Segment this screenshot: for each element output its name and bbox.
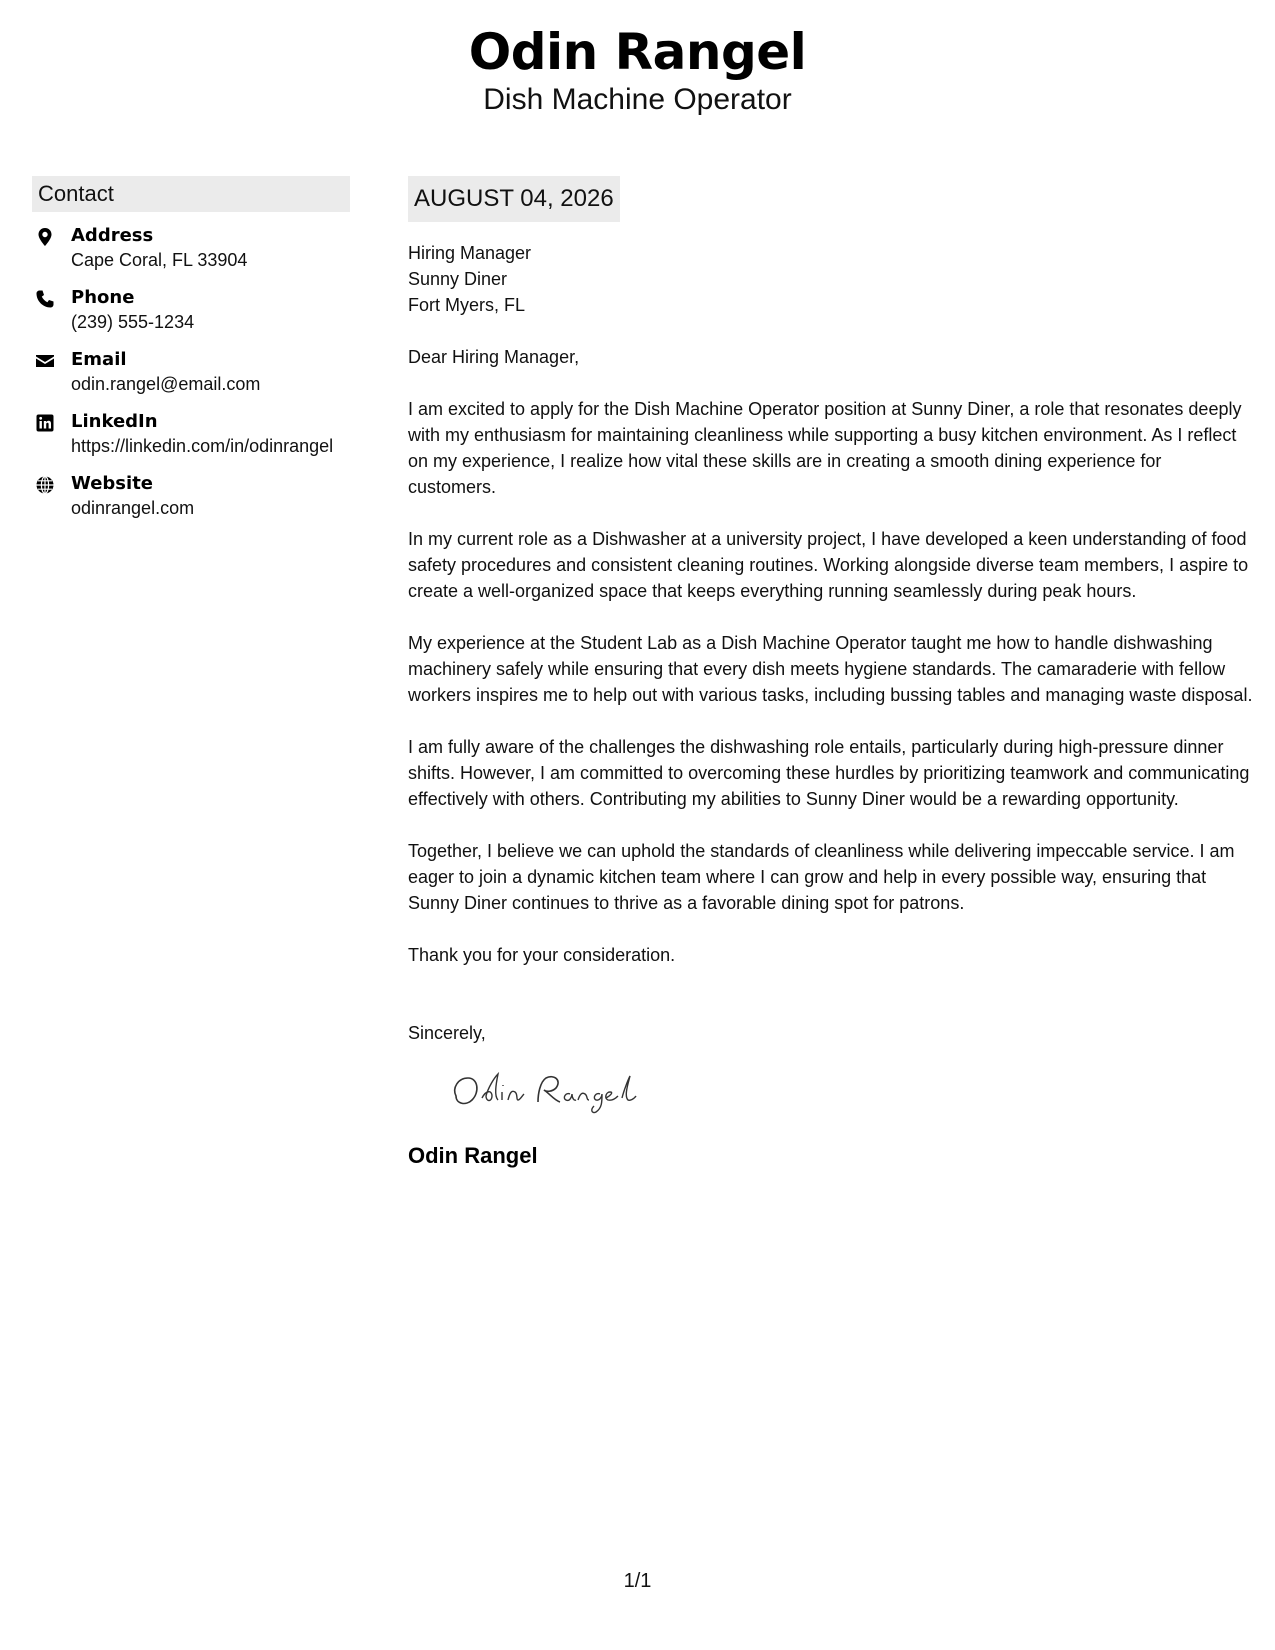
contact-sidebar bbox=[32, 176, 350, 534]
contact-email bbox=[32, 348, 350, 396]
globe-icon bbox=[35, 475, 55, 495]
page-number: 1/1 bbox=[623, 1570, 652, 1592]
closing-thanks: Thank you for your consideration. bbox=[408, 945, 676, 965]
envelope-icon bbox=[35, 351, 55, 371]
letter-paragraph: I am fully aware of the challenges the dishwashing role entails, particularly during high-pressure dinner shifts. However, I am committed to overcoming these hurdles by prioritizing teamwork and communicating effectively with others. Contributing my abilities to Sunny Diner would be a rewarding opportunity. bbox=[408, 737, 1250, 809]
contact-value: Cape Coral, FL 33904 bbox=[71, 250, 248, 270]
contact-phone bbox=[32, 286, 350, 334]
contact-value: odin.rangel@email.com bbox=[71, 374, 261, 394]
letter-paragraph: I am excited to apply for the Dish Machine Operator position at Sunny Diner, a role that resonates deeply with my enthusiasm for maintaining cleanliness while supporting a busy kitchen environment. As I reflect on my experience, I realize how vital these skills are in creating a smooth dining experience for customers. bbox=[408, 399, 1242, 497]
linkedin-icon bbox=[35, 413, 55, 433]
applicant-name: Odin Rangel bbox=[468, 23, 807, 81]
recipient-block bbox=[408, 240, 1253, 318]
phone-icon bbox=[35, 289, 55, 309]
contact-heading: Contact bbox=[32, 176, 350, 212]
contact-list bbox=[32, 224, 350, 520]
letter-paragraph: My experience at the Student Lab as a Dish Machine Operator taught me how to handle dishwashing machinery safely while ensuring that every dish meets hygiene standards. The camaraderie with fellow workers inspires me to help out with various tasks, including bussing tables and managing waste disposal. bbox=[408, 633, 1253, 705]
handwritten-signature bbox=[442, 1066, 642, 1118]
contact-label: Website bbox=[71, 473, 154, 494]
letter-paragraph: In my current role as a Dishwasher at a university project, I have developed a keen understanding of food safety procedures and consistent cleaning routines. Working alongside diverse team members, I aspire to create a well-organized space that keeps everything running seamlessly during peak hours. bbox=[408, 529, 1249, 601]
recipient-line: Sunny Diner bbox=[408, 269, 508, 289]
contact-address bbox=[32, 224, 350, 272]
signoff: Sincerely, bbox=[408, 1023, 486, 1043]
recipient-line: Fort Myers, FL bbox=[408, 295, 526, 315]
salutation: Dear Hiring Manager, bbox=[408, 347, 580, 367]
contact-label: Address bbox=[71, 225, 154, 246]
recipient-line: Hiring Manager bbox=[408, 243, 532, 263]
contact-label: Phone bbox=[71, 287, 135, 308]
contact-linkedin bbox=[32, 410, 350, 458]
applicant-title: Dish Machine Operator bbox=[483, 83, 792, 116]
letter-header bbox=[0, 22, 1275, 118]
contact-label: Email bbox=[71, 349, 127, 370]
contact-value: odinrangel.com bbox=[71, 498, 195, 518]
contact-value: (239) 555-1234 bbox=[71, 312, 195, 332]
signer-name: Odin Rangel bbox=[408, 1143, 538, 1168]
contact-label: LinkedIn bbox=[71, 411, 158, 432]
contact-website bbox=[32, 472, 350, 520]
letter-date: AUGUST 04, 2026 bbox=[408, 176, 620, 222]
contact-value: https://linkedin.com/in/odinrangel bbox=[71, 436, 334, 456]
letter-body bbox=[408, 176, 1253, 1170]
letter-paragraph: Together, I believe we can uphold the standards of cleanliness while delivering impeccable service. I am eager to join a dynamic kitchen team where I can grow and help in every possible way, ensuring that Sunny Diner continues to thrive as a favorable dining spot for patrons. bbox=[408, 841, 1235, 913]
map-pin-icon bbox=[35, 227, 55, 247]
